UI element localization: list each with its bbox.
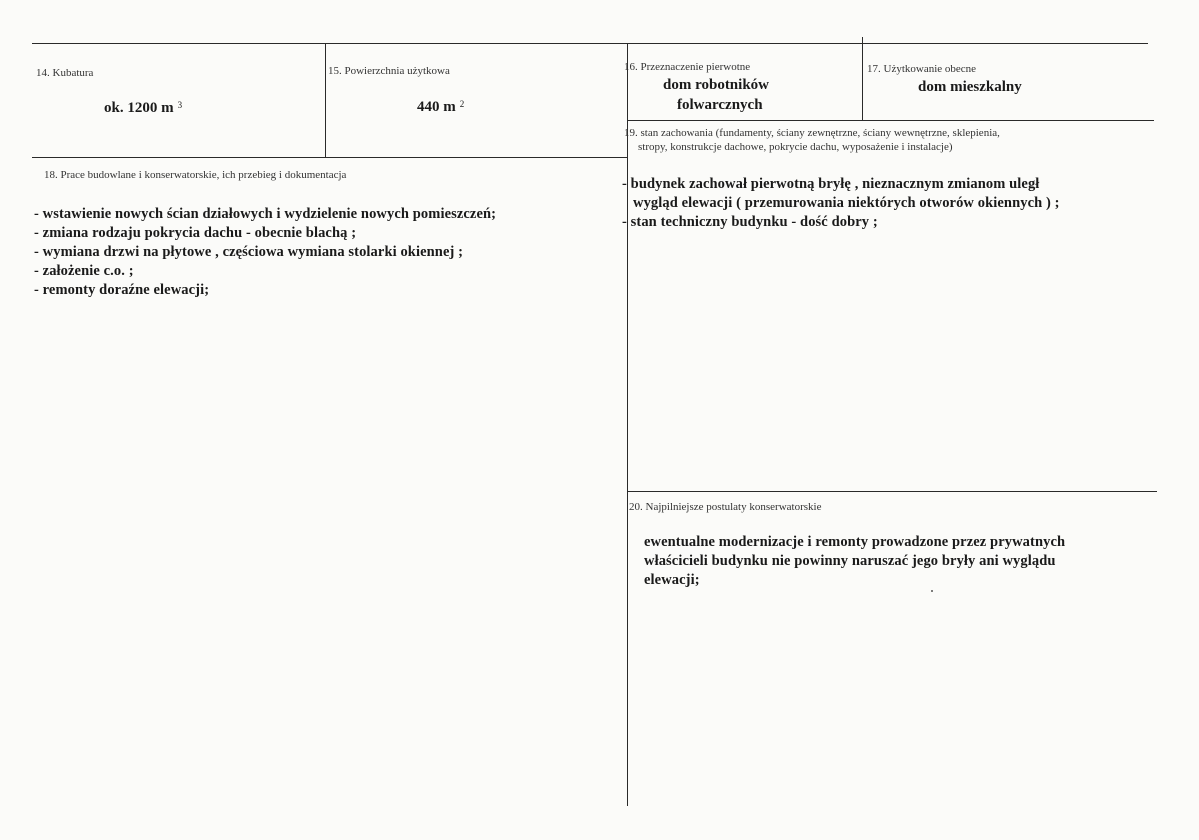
field-14-label: 14. Kubatura [36, 67, 94, 79]
field-18-line: - remonty doraźne elewacji; [34, 282, 210, 298]
field-14-value [104, 98, 182, 118]
field-19-label-line2: stropy, konstrukcje dachowe, pokrycie dachu, wyposażenie i instalacje) [638, 141, 953, 153]
field-16-value-line1: dom robotników [663, 77, 769, 93]
field-17-value: dom mieszkalny [918, 79, 1022, 95]
field-15-label: 15. Powierzchnia użytkowa [328, 65, 450, 77]
scan-speck [931, 590, 933, 592]
field-20-line: właścicieli budynku nie powinny naruszać jego bryły ani wyglądu [644, 553, 1056, 569]
field-19-line: wygląd elewacji ( przemurowania niektórych otworów okiennych ) ; [633, 195, 1060, 211]
field-14-superscript: 3 [177, 100, 183, 110]
field-15-value-text: 440 m [417, 99, 456, 115]
line-above-20 [627, 491, 1157, 492]
field-18-line: - zmiana rodzaju pokrycia dachu - obecnie blachą ; [34, 225, 357, 241]
field-16-label: 16. Przeznaczenie pierwotne [624, 61, 751, 73]
center-divider [627, 43, 628, 806]
line-under-16-17 [627, 120, 1154, 121]
divider-14-15 [325, 43, 326, 157]
divider-16-17 [862, 37, 863, 120]
field-15-superscript: 2 [459, 99, 465, 109]
field-19-line: - budynek zachował pierwotną bryłę , nieznacznym zmianom uległ [622, 176, 1040, 192]
field-19-line: - stan techniczny budynku - dość dobry ; [622, 214, 878, 230]
field-20-line: ewentualne modernizacje i remonty prowadzone przez prywatnych [644, 534, 1066, 550]
field-15-value [417, 97, 464, 117]
field-18-line: - założenie c.o. ; [34, 263, 134, 279]
field-18-content [34, 205, 496, 300]
top-border-line [32, 43, 1148, 44]
field-20-content [644, 533, 1065, 590]
line-under-14-15 [32, 157, 627, 158]
field-17-label: 17. Użytkowanie obecne [867, 63, 977, 75]
field-16-value-line2: folwarcznych [677, 97, 763, 113]
field-20-line: elewacji; [644, 572, 700, 588]
field-20-label: 20. Najpilniejsze postulaty konserwatorskie [629, 501, 822, 513]
field-19-label-line1: 19. stan zachowania (fundamenty, ściany zewnętrzne, ściany wewnętrzne, sklepienia, [624, 127, 1000, 139]
field-18-line: - wymiana drzwi na płytowe , częściowa wymiana stolarki okiennej ; [34, 244, 464, 260]
field-19-content [622, 175, 1060, 232]
field-14-value-text: ok. 1200 m [104, 100, 174, 116]
field-18-label: 18. Prace budowlane i konserwatorskie, ich przebieg i dokumentacja [44, 169, 347, 181]
field-18-line: - wstawienie nowych ścian działowych i wydzielenie nowych pomieszczeń; [34, 206, 497, 222]
